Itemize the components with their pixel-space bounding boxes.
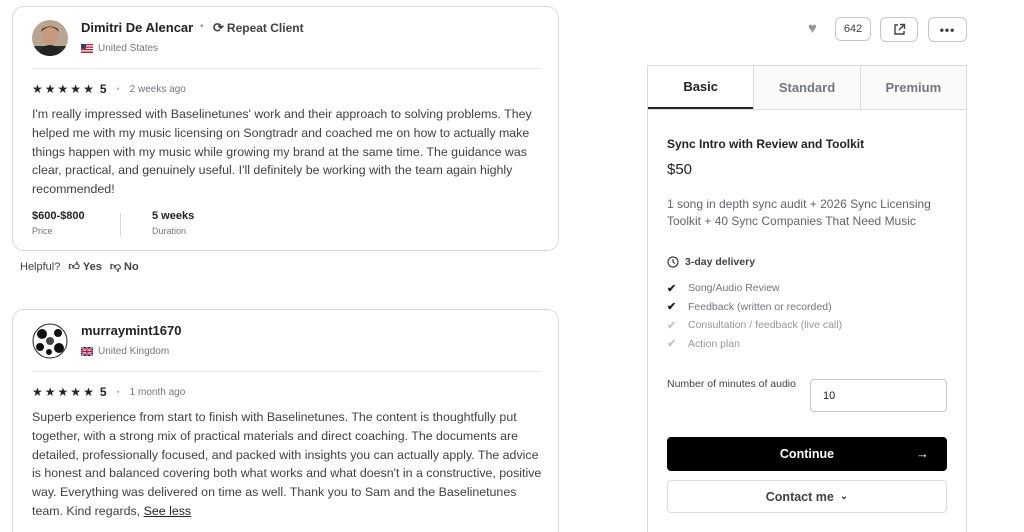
helpful-yes-label: Yes [82,260,102,273]
separator-dot: • [116,84,120,94]
star-icon: ★ [32,82,43,96]
feature-label: Action plan [688,337,740,350]
tab-premium[interactable]: Premium [860,66,966,109]
repeat-icon: ⟳ [213,20,224,35]
price-label: Price [32,226,53,236]
package-title: Sync Intro with Review and Toolkit [667,137,865,151]
reviewer-country [81,43,158,54]
heart-icon[interactable]: ♥ [808,20,817,37]
country-name: United Kingdom [98,346,170,357]
feature-item [667,298,842,317]
rating-value: 5 [99,82,107,96]
share-icon [893,23,906,36]
helpful-no-button[interactable] [110,260,139,273]
helpful-no-label: No [124,260,139,273]
star-icon: ★ [44,82,56,96]
continue-button[interactable] [667,437,947,471]
duration-label: Duration [152,226,187,236]
star-icon: ★ [83,385,94,399]
star-icon: ★ [44,385,56,399]
feature-label: Song/Audio Review [688,282,780,295]
separator-dot: • [200,21,204,32]
thumbs-down-icon: 👎︎ [109,261,121,273]
price-value: $600-$800 [32,210,85,222]
thumbs-up-icon: 👍︎ [68,261,80,273]
delivery-label: 3-day delivery [685,256,756,268]
rating-row [32,82,186,96]
delivery-time [667,256,755,268]
check-icon: ✔ [667,319,677,332]
chevron-down-icon: ⌄ [839,491,849,502]
package-panel [647,65,967,532]
price-block [32,210,85,236]
feature-item [667,335,842,354]
package-tabs [648,66,966,110]
review-text [32,408,547,521]
feature-item [667,316,842,335]
separator-dot: • [116,387,120,397]
star-icon: ★ [83,82,94,96]
star-icon: ★ [70,385,82,399]
helpful-yes-button[interactable] [68,260,101,273]
repeat-client-badge [213,20,304,36]
see-less-link[interactable]: See less [143,503,192,518]
helpful-row [20,260,139,273]
rating-row [32,385,185,399]
feature-label: Feedback (written or recorded) [688,300,832,313]
review-text: I'm really impressed with Baselinetunes' work and their approach to solving problems. They helped me with my music licensing on Songtradr and coached me on how to actually make things happen with my music while growing my brand at the same time. The guidance was clear, practical, and genuinely useful. I'll definitely be working with the team again highly recommended! [32,107,532,197]
divider [32,68,540,69]
more-icon: ••• [939,22,956,37]
helpful-label: Helpful? [20,260,61,273]
check-icon: ✔ [667,282,677,295]
feature-label: Consultation / feedback (live call) [688,319,843,332]
tab-basic[interactable]: Basic [648,66,753,109]
review-text-body: Superb experience from start to finish with Baselinetunes. The content is thoughtfully put together, with a strong mix of practical materials and direct coaching. The documents are detailed, professionally focused, and packed with insights you can actually apply. The advice is honest and balanced covering both what works and what doesn't in a constructive, positive way. Everything was delivered on time as well. Thank you to Sam and the Baselinetunes team. Kind regards, [32,410,542,518]
rating-value: 5 [99,385,107,399]
share-button[interactable] [880,17,918,42]
minutes-input[interactable] [810,379,947,412]
review-time: 2 weeks ago [129,83,186,95]
country-name: United States [98,43,159,54]
reviewer-name[interactable]: murraymint1670 [81,323,182,338]
duration-block [152,210,194,236]
package-price: $50 [667,161,693,178]
uk-flag-icon [81,347,93,356]
check-icon: ✔ [667,301,677,314]
divider [32,371,540,372]
feature-item [667,279,842,298]
star-icon: ★ [70,82,82,96]
minutes-label: Number of minutes of audio [667,378,796,390]
arrow-right-icon: → [916,446,929,461]
contact-label: Contact me [765,489,834,504]
more-options-button[interactable] [928,17,967,42]
review-card [12,6,559,251]
check-icon: ✔ [667,338,677,351]
package-description: 1 song in depth sync audit + 2026 Sync Licensing Toolkit + 40 Sync Companies That Need Music [667,197,931,228]
review-card [12,309,559,532]
reviewer-country [81,346,169,357]
star-icon: ★ [57,385,69,399]
us-flag-icon [81,44,93,53]
duration-value: 5 weeks [152,210,195,222]
star-icon: ★ [57,82,69,96]
like-count: 642 [835,17,871,41]
tab-standard[interactable]: Standard [753,66,859,109]
clock-icon [667,256,679,268]
meta-divider [120,213,121,237]
review-time: 1 month ago [129,386,186,398]
avatar[interactable] [32,323,68,359]
contact-me-button[interactable] [667,480,947,513]
continue-label: Continue [779,447,835,461]
avatar[interactable] [32,20,68,56]
feature-list [667,279,842,353]
reviewer-name[interactable]: Dimitri De Alencar [81,20,194,35]
star-icon: ★ [32,385,43,399]
repeat-client-label: Repeat Client [226,21,304,35]
